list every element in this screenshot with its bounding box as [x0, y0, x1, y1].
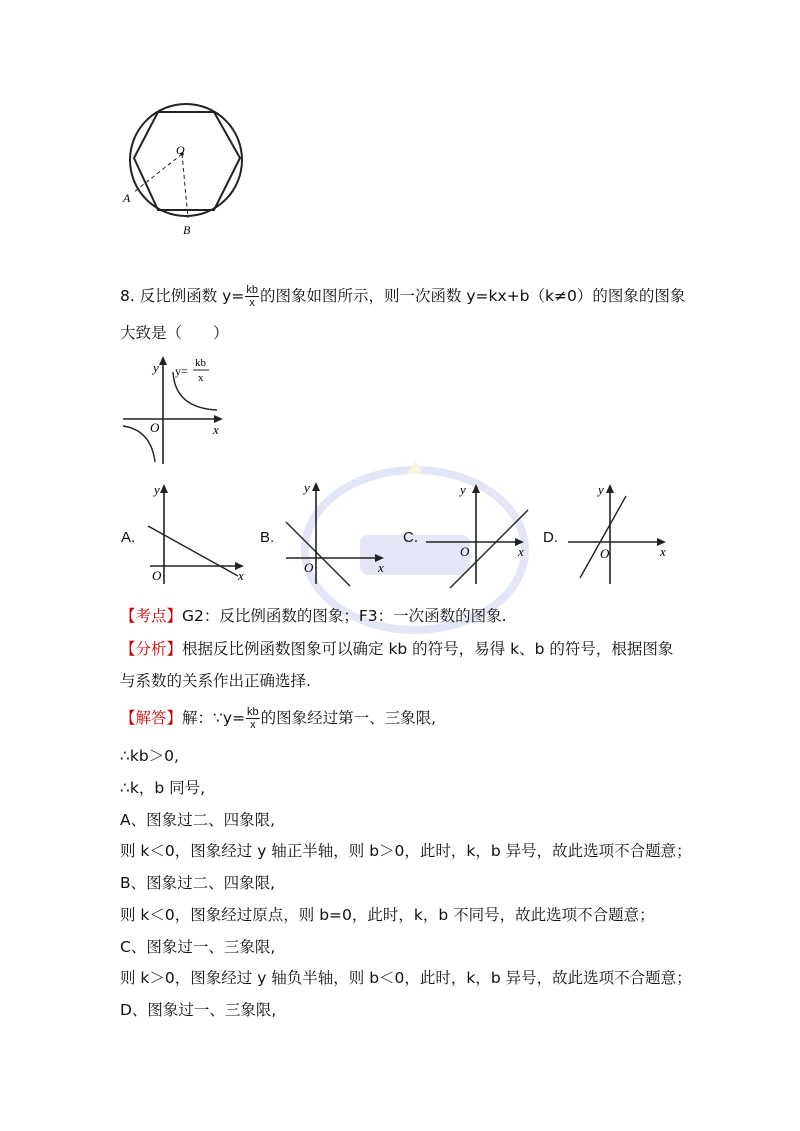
- svg-text:O: O: [152, 568, 162, 583]
- svg-text:y: y: [153, 360, 159, 375]
- solution-line: 则 k＞0，图象经过 y 轴负半轴，则 b＜0，此时，k，b 异号，故此选项不合题意；: [120, 969, 692, 987]
- svg-text:x: x: [238, 568, 244, 583]
- label-a: A: [123, 191, 131, 205]
- jieda-line: [120, 706, 436, 731]
- question-number: 8.: [120, 287, 135, 305]
- solution-line: 则 k＜0，图象经过原点，则 b=0，此时，k，b 不同号，故此选项不合题意；: [120, 906, 655, 924]
- segment-ob: [182, 154, 188, 218]
- question-8-line1: [120, 284, 685, 309]
- question-text-pre: 反比例函数 y=: [139, 287, 245, 305]
- fenxi-line1: [120, 638, 673, 660]
- kaodian-line: [120, 605, 507, 627]
- kaodian-tag: 【考点】: [120, 607, 183, 625]
- line-a: [148, 526, 238, 576]
- hyperbola-figure: [115, 352, 235, 467]
- solution-line: D、图象过一、三象限,: [120, 1001, 277, 1019]
- jieda-post: 的图象经过第一、三象限,: [260, 709, 437, 727]
- solution-line: A、图象过二、四象限,: [120, 811, 276, 829]
- solution-line: ∴kb＞0,: [120, 747, 179, 765]
- option-d-graph: [562, 480, 674, 590]
- solution-line: B、图象过二、四象限,: [120, 874, 276, 892]
- question-text-post: 的图象如图所示，则一次函数 y=kx+b（k≠0）的图象的图象: [259, 287, 686, 305]
- fenxi-tag: 【分析】: [120, 640, 183, 658]
- solution-line: ∴k，b 同号,: [120, 779, 206, 797]
- option-a-graph: [142, 480, 252, 590]
- inscribed-hexagon: [134, 112, 240, 210]
- label-o: O: [176, 143, 185, 157]
- jieda-fraction: $\frac{kb}{x}$: [247, 706, 259, 731]
- kaodian-text: G2：反比例函数的图象；F3：一次函数的图象.: [182, 607, 507, 625]
- option-c-graph: [420, 480, 532, 590]
- svg-text:x: x: [378, 560, 384, 575]
- svg-text:y: y: [598, 482, 604, 497]
- svg-text:O: O: [304, 560, 314, 575]
- svg-text:y: y: [304, 480, 310, 495]
- fraction-kb-x: $\frac{kb}{x}$: [246, 284, 258, 309]
- line-b: [286, 522, 350, 586]
- svg-text:x: x: [213, 422, 219, 437]
- label-b: B: [183, 223, 191, 237]
- question-8-line2: 大致是（ ）: [120, 324, 229, 342]
- option-d-label: D.: [543, 529, 558, 546]
- option-c-label: C.: [403, 529, 418, 546]
- option-a-label: A.: [121, 529, 136, 546]
- line-d: [580, 496, 626, 578]
- svg-text:x: x: [660, 544, 666, 559]
- circle-hexagon-figure: [118, 100, 258, 240]
- fenxi-text1: 根据反比例函数图象可以确定 kb 的符号，易得 k、b 的符号，根据图象: [182, 640, 674, 658]
- svg-text:O: O: [600, 546, 610, 561]
- solution-line: 则 k＜0，图象经过 y 轴正半轴，则 b＞0，此时，k，b 异号，故此选项不合题意；: [120, 842, 692, 860]
- svg-text:x: x: [198, 372, 204, 384]
- svg-text:O: O: [460, 544, 470, 559]
- svg-text:x: x: [518, 544, 524, 559]
- jieda-tag: 【解答】: [120, 709, 183, 727]
- option-b-label: B.: [260, 529, 275, 546]
- svg-text:y=: y=: [175, 364, 188, 378]
- svg-text:kb: kb: [195, 357, 206, 369]
- solution-line: C、图象过一、三象限,: [120, 938, 276, 956]
- jieda-pre: 解：∵y=: [182, 709, 246, 727]
- svg-text:y: y: [154, 482, 160, 497]
- svg-text:y: y: [460, 482, 466, 497]
- svg-text:O: O: [150, 420, 160, 435]
- option-b-graph: [282, 476, 392, 588]
- fenxi-line2: 与系数的关系作出正确选择.: [120, 672, 311, 690]
